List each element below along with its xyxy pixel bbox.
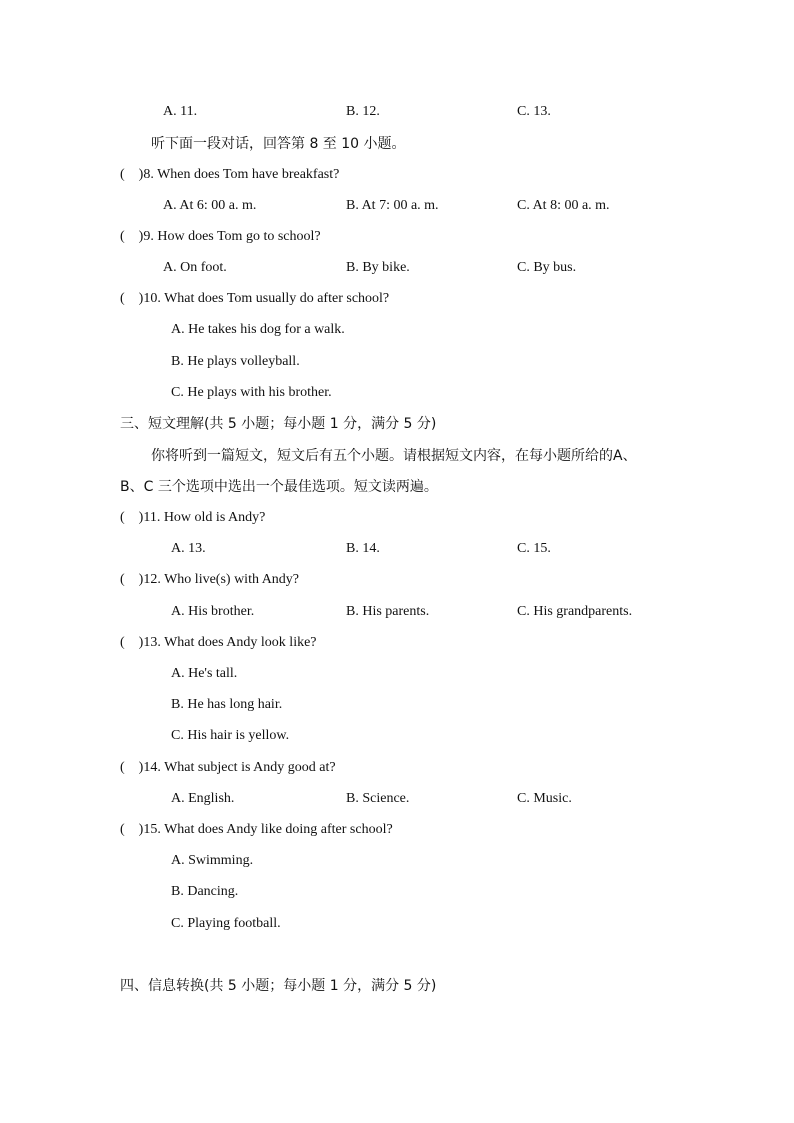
question-text: 12. Who live(s) with Andy? [143, 572, 300, 587]
q14-option-c: C. Music. [517, 791, 572, 806]
q8-option-a: A. At 6: 00 a. m. [163, 198, 257, 213]
q11-option-a: A. 13. [171, 541, 206, 556]
answer-paren-open: ( [120, 229, 125, 244]
question-14 [120, 758, 336, 778]
q11-option-c: C. 15. [517, 541, 551, 556]
answer-paren-close: ) [138, 635, 144, 650]
answer-paren-close: ) [138, 167, 144, 182]
q13-option-c: C. His hair is yellow. [171, 728, 290, 743]
question-text: 10. What does Tom usually do after school? [143, 291, 390, 306]
dialog-instruction: 听下面一段对话，回答第 8 至 10 小题。 [151, 136, 406, 152]
section-3-instruction-line-1: 你将听到一篇短文，短文后有五个小题。请根据短文内容，在每小题所给的A、 [151, 448, 637, 464]
q12-option-b: B. His parents. [346, 604, 430, 619]
answer-paren-close: ) [138, 510, 144, 525]
q14-option-a: A. English. [171, 791, 235, 806]
answer-paren-open: ( [120, 510, 125, 525]
answer-paren-open: ( [120, 635, 125, 650]
section-3-title: 三、短文理解(共 5 小题；每小题 1 分，满分 5 分) [120, 416, 437, 432]
question-11 [120, 508, 265, 528]
answer-paren-open: ( [120, 167, 125, 182]
section-3-instruction-line-2: B、C 三个选项中选出一个最佳选项。短文读两遍。 [120, 479, 438, 495]
answer-paren-close: ) [138, 822, 144, 837]
question-12 [120, 570, 299, 590]
question-15 [120, 820, 393, 840]
q13-option-a: A. He's tall. [171, 666, 238, 681]
question-13 [120, 633, 317, 653]
answer-paren-close: ) [138, 760, 144, 775]
q15-option-c: C. Playing football. [171, 916, 281, 931]
q12-option-c: C. His grandparents. [517, 604, 633, 619]
section-4-title: 四、信息转换(共 5 小题；每小题 1 分，满分 5 分) [120, 978, 437, 994]
q15-option-a: A. Swimming. [171, 853, 254, 868]
question-10 [120, 289, 389, 309]
q9-option-b: B. By bike. [346, 260, 410, 275]
question-text: 8. When does Tom have breakfast? [143, 167, 340, 182]
q10-option-c: C. He plays with his brother. [171, 385, 332, 400]
q8-option-b: B. At 7: 00 a. m. [346, 198, 439, 213]
answer-paren-close: ) [138, 572, 144, 587]
q12-option-a: A. His brother. [171, 604, 255, 619]
answer-paren-close: ) [138, 291, 144, 306]
question-text: 13. What does Andy look like? [143, 635, 317, 650]
answer-paren-open: ( [120, 572, 125, 587]
q7-option-b: B. 12. [346, 104, 380, 119]
q9-option-c: C. By bus. [517, 260, 577, 275]
question-text: 11. How old is Andy? [143, 510, 266, 525]
question-8 [120, 165, 339, 185]
q7-option-a: A. 11. [163, 104, 198, 119]
q11-option-b: B. 14. [346, 541, 380, 556]
q15-option-b: B. Dancing. [171, 884, 239, 899]
q14-option-b: B. Science. [346, 791, 410, 806]
answer-paren-open: ( [120, 822, 125, 837]
q10-option-b: B. He plays volleyball. [171, 354, 300, 369]
q9-option-a: A. On foot. [163, 260, 227, 275]
answer-paren-open: ( [120, 291, 125, 306]
question-9 [120, 227, 321, 247]
q13-option-b: B. He has long hair. [171, 697, 283, 712]
question-text: 9. How does Tom go to school? [143, 229, 321, 244]
q8-option-c: C. At 8: 00 a. m. [517, 198, 610, 213]
answer-paren-open: ( [120, 760, 125, 775]
q7-option-c: C. 13. [517, 104, 551, 119]
question-text: 14. What subject is Andy good at? [143, 760, 336, 775]
question-text: 15. What does Andy like doing after school? [143, 822, 393, 837]
answer-paren-close: ) [138, 229, 144, 244]
q10-option-a: A. He takes his dog for a walk. [171, 322, 345, 337]
